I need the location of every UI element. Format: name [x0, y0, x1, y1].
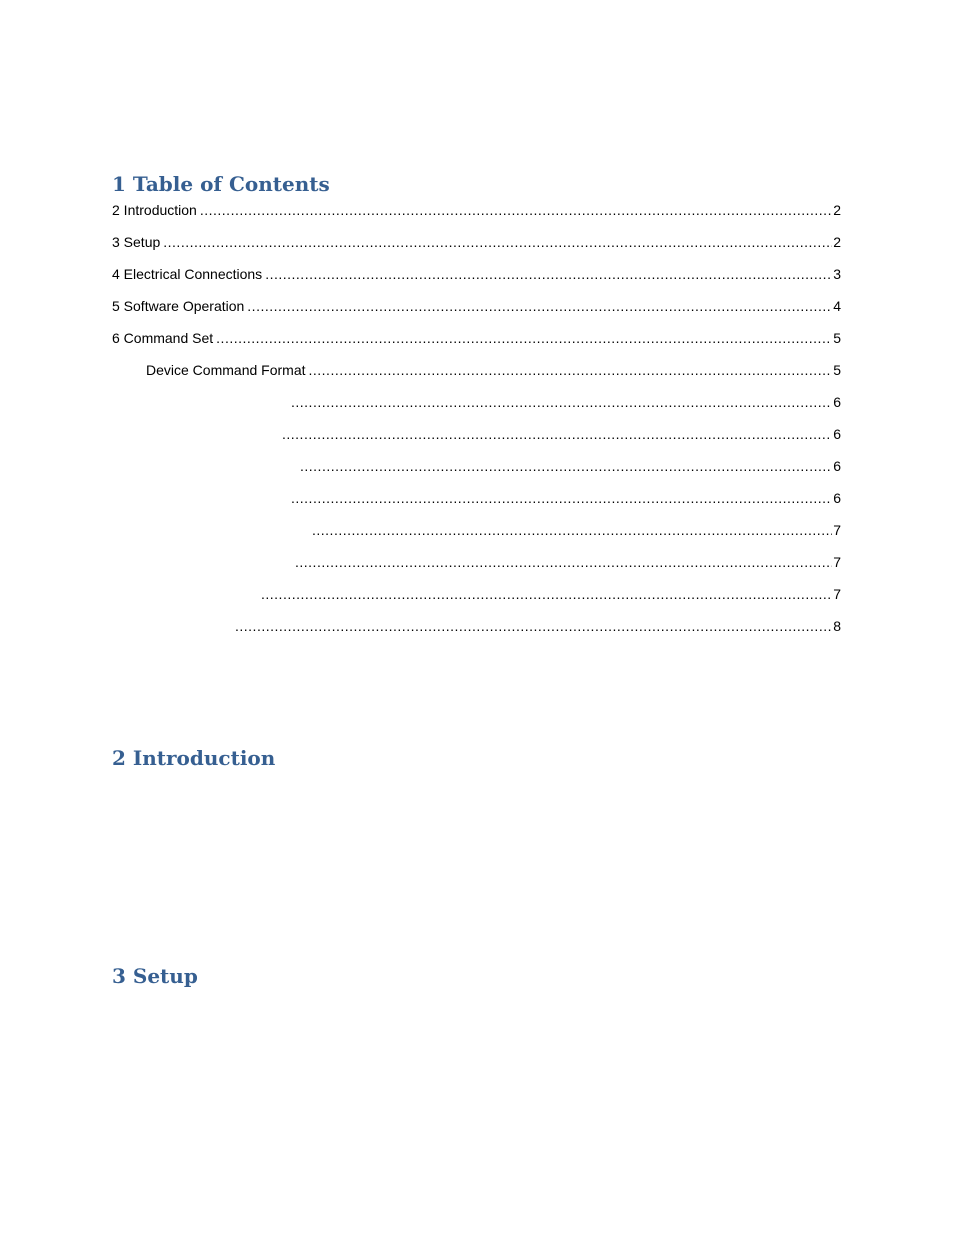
toc-entry-page: 5 [833, 362, 841, 378]
section-heading-setup: 3 Setup [112, 964, 198, 988]
toc-entry-page: 6 [833, 458, 841, 474]
toc-heading: 1 Table of Contents [112, 172, 330, 196]
toc-leader [300, 457, 832, 475]
toc-entry-page: 6 [833, 394, 841, 410]
section-heading-introduction: 2 Introduction [112, 746, 276, 770]
toc-entry-page: 7 [833, 522, 841, 538]
toc-entry-introduction[interactable] [112, 201, 841, 233]
toc-entry-page: 6 [833, 490, 841, 506]
toc-leader [295, 553, 832, 571]
toc-leader [291, 489, 832, 507]
toc-entry-page: 2 [833, 202, 841, 218]
toc-entry-electrical-connections[interactable] [112, 265, 841, 297]
toc-leader [200, 201, 832, 219]
toc-entry-setup[interactable] [112, 233, 841, 265]
toc-leader [247, 297, 832, 315]
toc-entry-untitled[interactable] [112, 425, 841, 457]
toc-entry-untitled[interactable] [112, 553, 841, 585]
toc-entry-untitled[interactable] [112, 457, 841, 489]
toc-entry-label: 5 Software Operation [112, 298, 245, 314]
toc-leader [309, 361, 833, 379]
toc-entry-page: 4 [833, 298, 841, 314]
table-of-contents [112, 201, 841, 649]
toc-leader [291, 393, 832, 411]
toc-leader [163, 233, 832, 251]
toc-entry-untitled[interactable] [112, 393, 841, 425]
toc-entry-untitled[interactable] [112, 489, 841, 521]
toc-leader [261, 585, 832, 603]
toc-entry-label: 6 Command Set [112, 330, 214, 346]
toc-entry-untitled[interactable] [112, 585, 841, 617]
toc-entry-label: 4 Electrical Connections [112, 266, 263, 282]
toc-entry-device-command-format[interactable] [112, 361, 841, 393]
toc-entry-page: 7 [833, 554, 841, 570]
toc-leader [282, 425, 832, 443]
toc-entry-page: 6 [833, 426, 841, 442]
toc-entry-label: Device Command Format [146, 362, 306, 378]
toc-leader [265, 265, 832, 283]
toc-entry-software-operation[interactable] [112, 297, 841, 329]
toc-entry-label: 3 Setup [112, 234, 161, 250]
toc-entry-page: 7 [833, 586, 841, 602]
toc-entry-label: 2 Introduction [112, 202, 197, 218]
toc-leader [235, 617, 832, 635]
toc-leader [312, 521, 832, 539]
toc-entry-page: 8 [833, 618, 841, 634]
toc-entry-untitled[interactable] [112, 521, 841, 553]
toc-entry-page: 3 [833, 266, 841, 282]
toc-entry-command-set[interactable] [112, 329, 841, 361]
toc-leader [216, 329, 832, 347]
toc-entry-untitled[interactable] [112, 617, 841, 649]
toc-entry-page: 5 [833, 330, 841, 346]
toc-entry-page: 2 [833, 234, 841, 250]
